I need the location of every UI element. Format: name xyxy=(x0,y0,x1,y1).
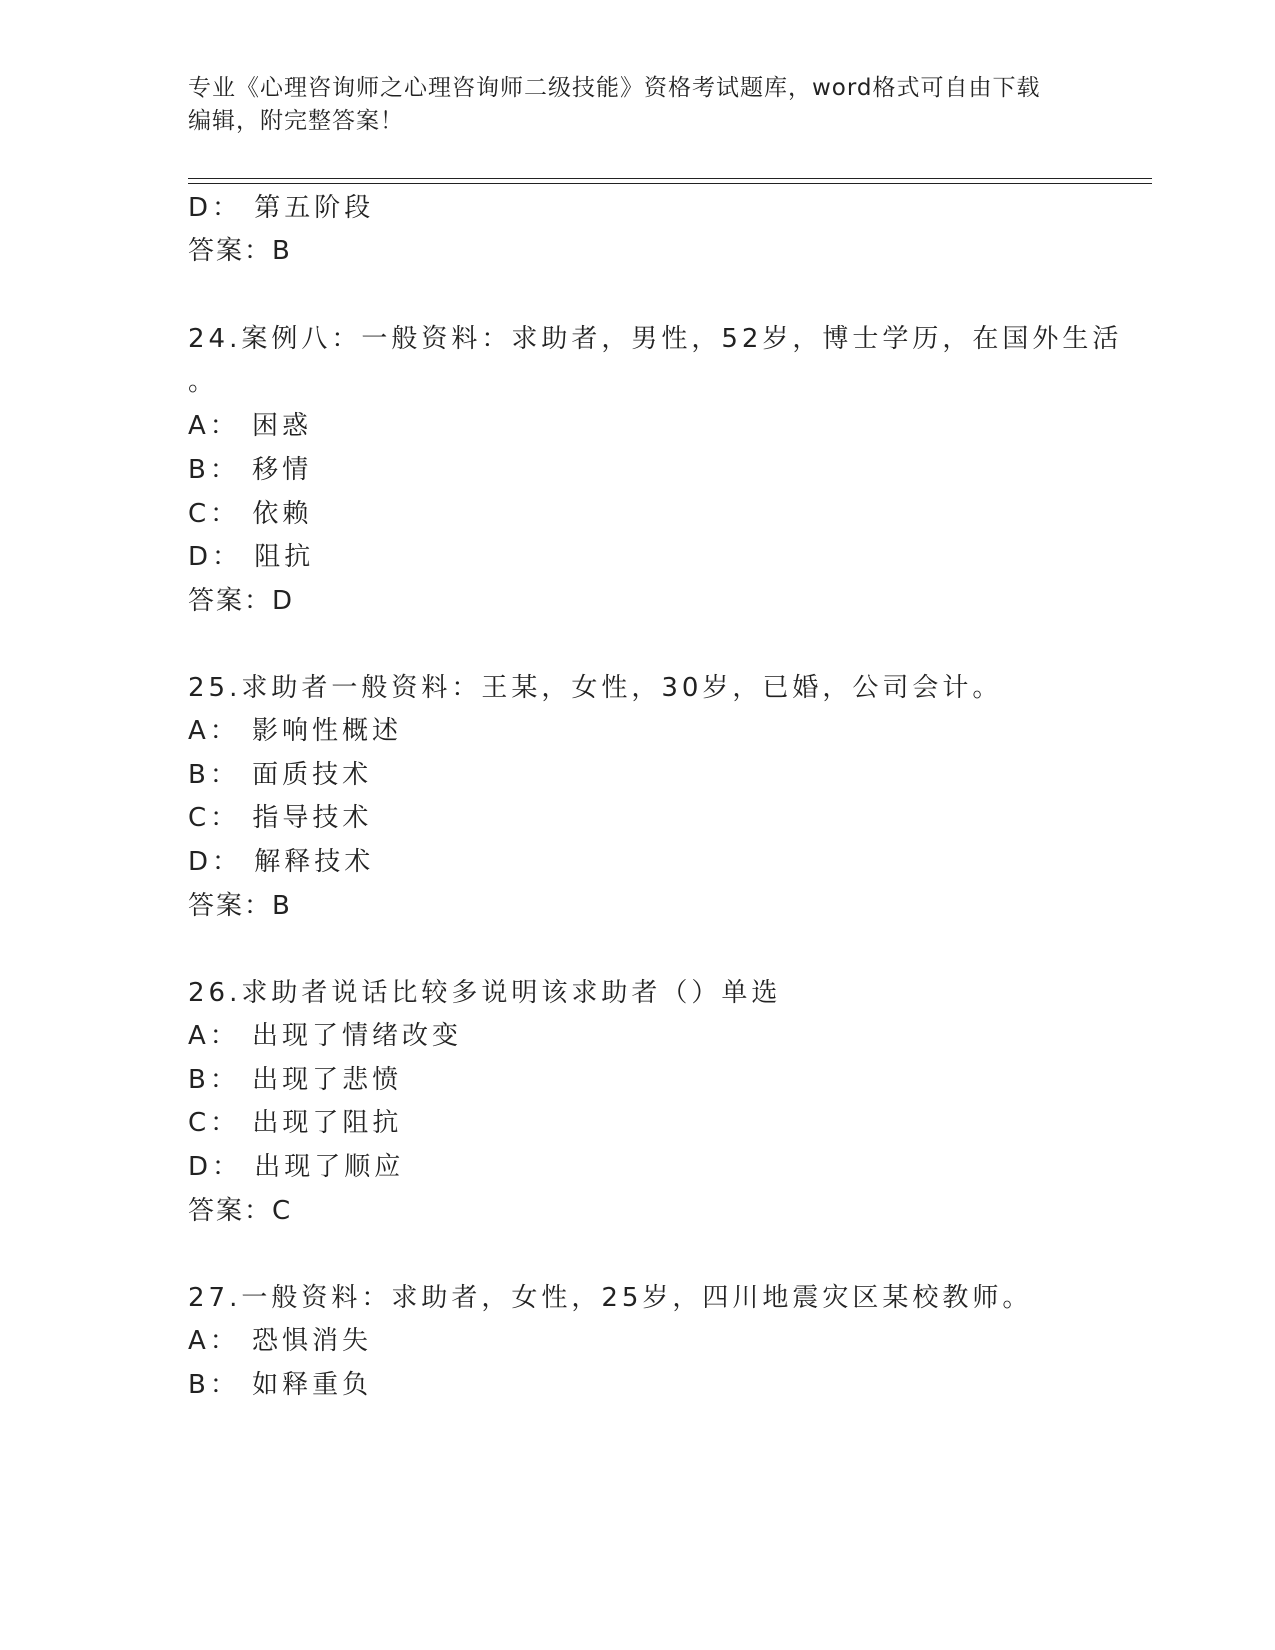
q26-option-d: D： 出现了顺应 xyxy=(188,1152,405,1182)
q27-option-a: A： 恐惧消失 xyxy=(188,1326,373,1356)
q24-option-c: C： 依赖 xyxy=(188,499,313,529)
q24-option-b: B： 移情 xyxy=(188,455,313,485)
q26-option-a: A： 出现了情绪改变 xyxy=(188,1021,463,1051)
header-line-2: 编辑，附完整答案！ xyxy=(188,108,404,134)
q24-answer: 答案：D xyxy=(188,586,295,616)
q25-answer: 答案：B xyxy=(188,891,292,921)
header-line-1: 专业《心理咨询师之心理咨询师二级技能》资格考试题库，word格式可自由下载 xyxy=(188,75,1041,101)
q25-option-a: A： 影响性概述 xyxy=(188,716,403,746)
document-header xyxy=(188,72,1088,138)
lead-option-d: D： 第五阶段 xyxy=(188,193,375,223)
q25-option-c: C： 指导技术 xyxy=(188,803,373,833)
q25-option-b: B： 面质技术 xyxy=(188,760,373,790)
lead-answer: 答案：B xyxy=(188,236,292,266)
q26-answer: 答案：C xyxy=(188,1196,293,1226)
q27-option-b: B： 如释重负 xyxy=(188,1370,373,1400)
q26-stem: 26.求助者说话比较多说明该求助者（）单选 xyxy=(188,978,782,1008)
q26-option-b: B： 出现了悲愤 xyxy=(188,1065,403,1095)
header-divider-top xyxy=(188,178,1152,179)
q25-option-d: D： 解释技术 xyxy=(188,847,375,877)
q24-stem-cont: 。 xyxy=(188,367,219,397)
q24-option-d: D： 阻抗 xyxy=(188,542,315,572)
q24-stem: 24.案例八：一般资料：求助者，男性，52岁，博士学历，在国外生活 xyxy=(188,324,1123,354)
q25-stem: 25.求助者一般资料：王某，女性，30岁，已婚，公司会计。 xyxy=(188,673,1003,703)
q24-option-a: A： 困惑 xyxy=(188,411,313,441)
q27-stem: 27.一般资料：求助者，女性，25岁，四川地震灾区某校教师。 xyxy=(188,1283,1033,1313)
header-divider-bottom xyxy=(188,183,1152,184)
q26-option-c: C： 出现了阻抗 xyxy=(188,1108,403,1138)
